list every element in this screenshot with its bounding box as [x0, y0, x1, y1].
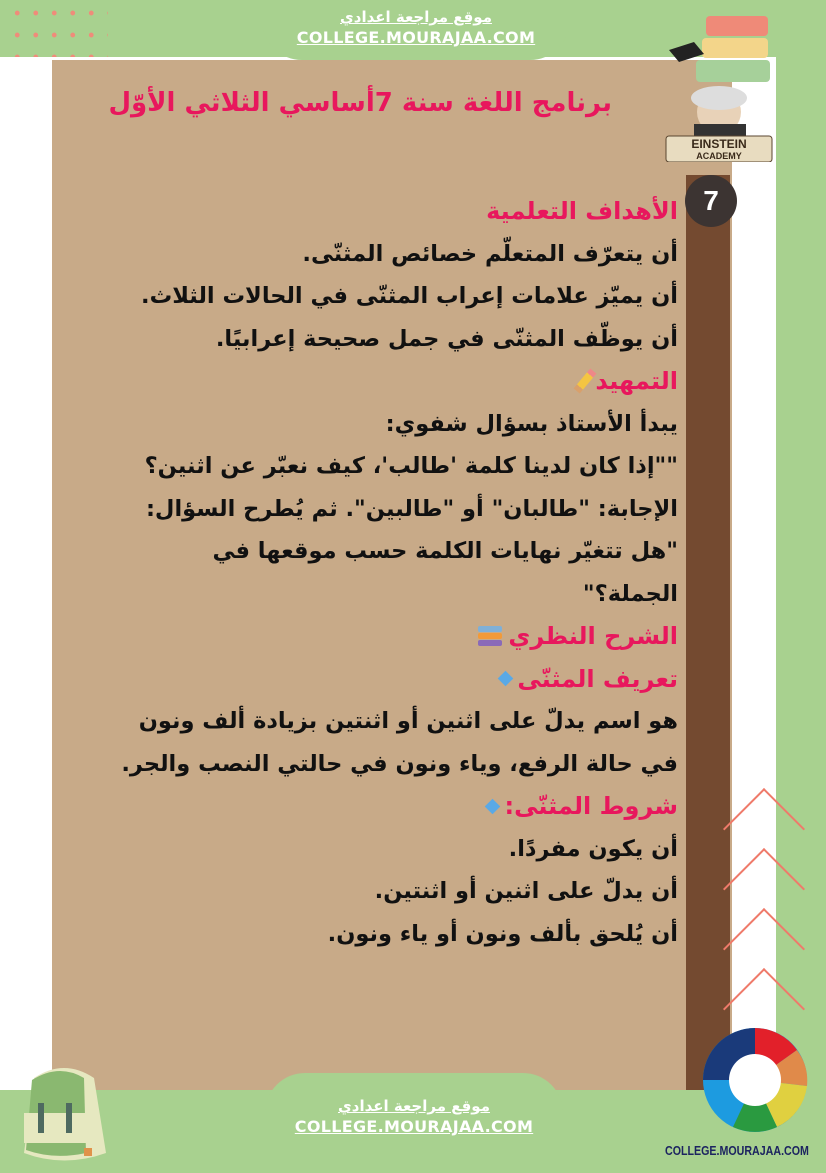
svg-text:EINSTEIN: EINSTEIN [691, 137, 747, 151]
conditions-heading-row [78, 785, 678, 828]
condition-line: أن يدلّ على اثنين أو اثنتين. [374, 878, 678, 904]
college-mourajaa-logo [697, 1024, 817, 1136]
definition-line: في حالة الرفع، وياء ونون في حالتي النصب والجر. [121, 750, 678, 777]
objective-line: أن يتعرّف المتعلّم خصائص المثنّى. [302, 240, 678, 267]
intro-line: الإجابة: "طالبان" أو "طالبين". ثم يُطرح السؤال: [145, 495, 678, 522]
decorative-dots [8, 2, 108, 62]
intro-line: الجملة؟" [582, 580, 678, 607]
intro-line: "هل تتغيّر نهايات الكلمة حسب موقعها في [212, 538, 678, 564]
books-icon [478, 626, 502, 646]
objective-line: أن يوظّف المثنّى في جمل صحيحة إعرابيًا. [215, 325, 678, 352]
footer-site-arabic[interactable]: موقع مراجعة اعدادي [338, 1097, 490, 1115]
side-strip [686, 175, 730, 1090]
theory-heading: الشرح النظري [508, 622, 678, 650]
blue-diamond-icon [498, 671, 514, 687]
lesson-content [78, 190, 678, 955]
footer-logo-text: COLLEGE.MOURAJAA.COM [665, 1143, 809, 1158]
theory-heading-row [78, 615, 678, 658]
objective-line: أن يميّز علامات إعراب المثنّى في الحالات الثلاث. [141, 283, 678, 309]
intro-heading-row [78, 360, 678, 403]
intro-heading: التمهيد [595, 367, 678, 395]
backpack-icon [14, 1058, 114, 1164]
footer-site-tab[interactable] [265, 1073, 563, 1173]
intro-line: ""إذا كان لدينا كلمة 'طالب'، كيف نعبّر عن اثنين؟ [144, 453, 678, 479]
footer-site-link[interactable]: COLLEGE.MOURAJAA.COM [294, 1117, 534, 1136]
definition-heading-row [78, 658, 678, 701]
page-title: برنامج اللغة سنة 7أساسي الثلاثي الأوّل [108, 88, 612, 118]
condition-line: أن يُلحق بألف ونون أو ياء ونون. [327, 920, 678, 947]
einstein-academy-logo [664, 12, 774, 162]
conditions-heading: شروط المثنّى: [504, 792, 678, 820]
header-site-arabic[interactable]: موقع مراجعة اعدادي [340, 8, 492, 26]
page-number-badge: 7 [685, 175, 737, 227]
intro-line: يبدأ الأستاذ بسؤال شفوي: [385, 410, 678, 437]
pencil-icon [574, 369, 597, 394]
definition-heading: تعريف المثنّى [517, 664, 678, 693]
definition-line: هو اسم يدلّ على اثنين أو اثنتين بزيادة ألف ونون [138, 708, 678, 734]
svg-text:ACADEMY: ACADEMY [696, 151, 742, 161]
blue-diamond-icon [485, 798, 501, 814]
objectives-heading: الأهداف التعلمية [486, 197, 678, 225]
header-site-link[interactable]: COLLEGE.MOURAJAA.COM [296, 28, 536, 47]
condition-line: أن يكون مفردًا. [508, 835, 678, 862]
header-site-tab[interactable] [262, 0, 570, 60]
